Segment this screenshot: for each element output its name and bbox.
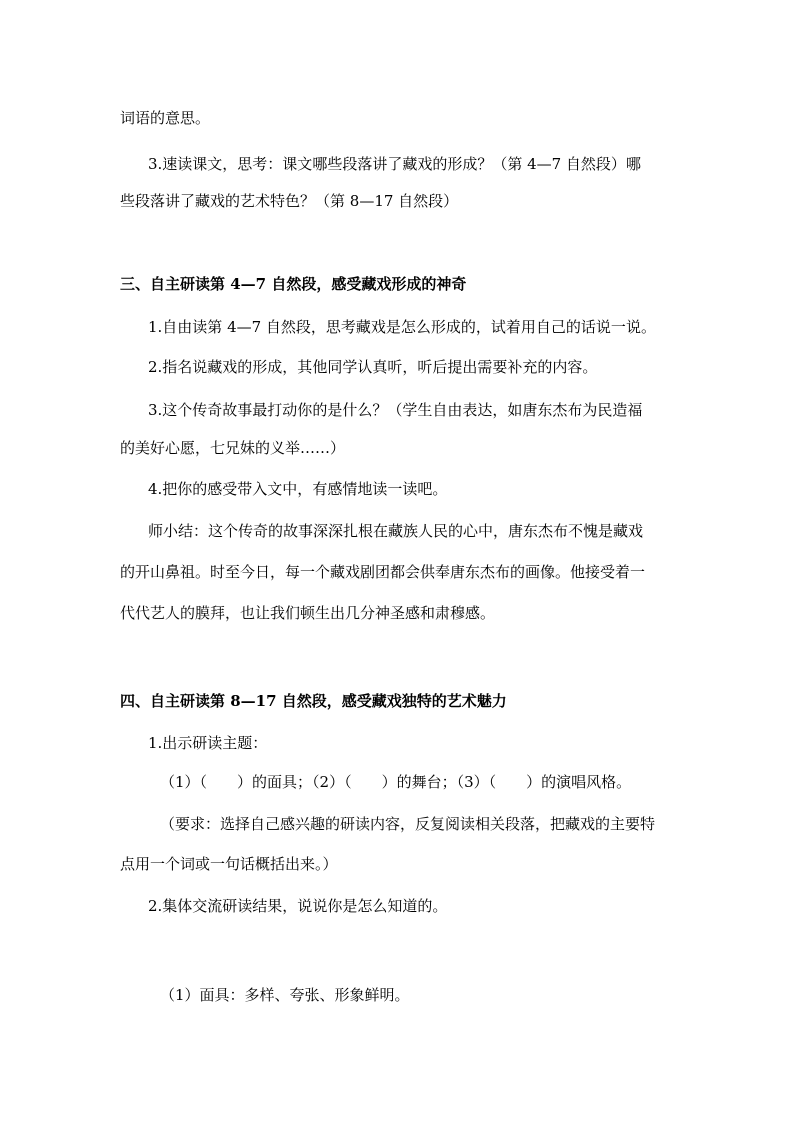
text-line: 3.速读课文，思考：课文哪些段落讲了藏戏的形成？（第 4—7 自然段）哪	[148, 155, 641, 173]
text-line: 2.集体交流研读结果，说说你是怎么知道的。	[148, 897, 448, 915]
text-line: 2.指名说藏戏的形成，其他同学认真听，听后提出需要补充的内容。	[148, 358, 598, 376]
text-line: 师小结：这个传奇的故事深深扎根在藏族人民的心中，唐东杰布不愧是藏戏	[148, 522, 644, 540]
text-line: 3.这个传奇故事最打动你的是什么？（学生自由表达，如唐东杰布为民造福	[148, 401, 643, 419]
text-line: 代代艺人的膜拜，也让我们顿生出几分神圣感和肃穆感。	[120, 604, 496, 622]
text-line: 4.把你的感受带入文中，有感情地读一读吧。	[148, 480, 448, 498]
text-line: （1）（ ）的面具；（2）（ ）的舞台；（3）（ ）的演唱风格。	[160, 773, 632, 791]
text-line: 些段落讲了藏戏的艺术特色？（第 8—17 自然段）	[120, 192, 459, 210]
text-line: （1）面具：多样、夸张、形象鲜明。	[160, 986, 410, 1004]
text-line: 的开山鼻祖。时至今日，每一个藏戏剧团都会供奉唐东杰布的画像。他接受着一	[120, 563, 646, 581]
text-line: 的美好心愿，七兄妹的义举……）	[120, 439, 346, 457]
section-heading: 四、自主研读第 8—17 自然段，感受藏戏独特的艺术魅力	[120, 692, 507, 710]
text-line: 词语的意思。	[120, 109, 211, 127]
text-line: （要求：选择自己感兴趣的研读内容，反复阅读相关段落，把藏戏的主要特	[160, 815, 656, 833]
section-heading: 三、自主研读第 4—7 自然段，感受藏戏形成的神奇	[120, 275, 467, 293]
text-line: 1.出示研读主题：	[148, 734, 268, 752]
text-line: 1.自由读第 4—7 自然段，思考藏戏是怎么形成的，试着用自己的话说一说。	[148, 318, 656, 336]
text-line: 点用一个词或一句话概括出来。）	[120, 855, 338, 873]
